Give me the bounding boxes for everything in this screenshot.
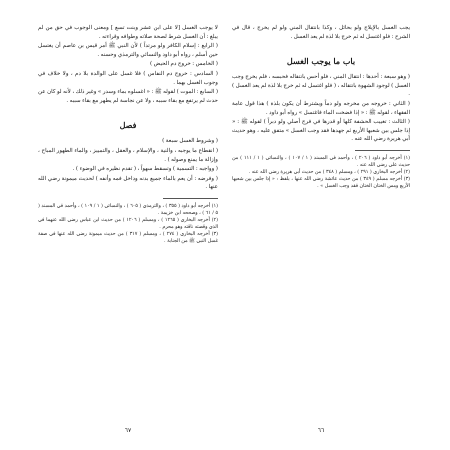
- footnote-divider: [355, 150, 410, 151]
- footnote: (١) أخرجه أبو داود ( ٢٠٦ ) ، وأحمد في المسند ( ١ / ١٠٧ ) ، والنسائي ( ١ / ١١١ ) من حديث علي رضي الله عنه .: [232, 155, 410, 168]
- footnote: (٣) أخرجه مسلم ( ٣٤٩ ) من حديث عائشة رضي الله عنها ، بلفظ : « إذا جلس بين شعبها الأربع ومس الختان الختان فقد وجب الغسل » .: [232, 176, 410, 189]
- page-number: ٦٦: [317, 427, 325, 434]
- page-number: ٦٧: [124, 427, 132, 434]
- body-paragraph: لا يوجب الغسل [لا على ابن عشر وبنت تسع ] ومعنى الوجوب في حق من لم يبلغ : أن الغسل شرط لصحة صلاته وطوافه وقراءته .: [38, 25, 218, 40]
- body-paragraph: يجب الغسل بالإيلاج ولو بحائل ، وكذا بانتقال المني ولو لم يخرج ، قال في الشرح : فلو اغتسل له ثم خرج بلا لذة لم يعد الغسل .: [232, 25, 410, 40]
- body-paragraph: ( الرابع : إسلام الكافر ولو مرتداً ) لأن النبي ﷺ أمر قيس بن عاصم أن يغتسل حين أسلم ، رواه أبو داود والنسائي والترمذي وحسنه .: [38, 43, 218, 58]
- body-paragraph: ( الثاني : خروجه من مخرجه ولو دماً ويشترط أن يكون بلذة ) هذا قول عامة الفقهاء ، لقوله ﷺ : « إذا فضخت الماء فاغتسل » رواه أبو داود .: [232, 100, 410, 116]
- section-paragraph: ( وفرضه : أن يعم بالماء جميع بدنه وداخل فمه وأنفه ) لحديث ميمونة رضي الله عنها .: [38, 175, 218, 191]
- body-paragraph: ( وهو سبعة : أحدها : انتقال المني ، فلو أحس بانتقاله فحبسه ، فلم يخرج وجب الغسل ) لوجود الشهوة بانتقاله ، ( فلو اغتسل له ثم خرج بلا لذة لم يعد الغسل ) .: [232, 74, 410, 98]
- section-paragraph: ( انقطاع ما يوجبه ، والنية ، والإسلام ، والعقل ، والتمييز ، والماء الطهور المباح ، وإزالة ما يمنع وصوله ) .: [38, 147, 218, 163]
- body-paragraph: ( الخامس : خروج دم الحيض ): [149, 61, 218, 68]
- body-paragraph: ( السابع : الموت ) لقوله ﷺ : « اغسلوه بماء وسدر » وغير ذلك ، لأنه لو كان عن حدث لم يرتفع مع بقاء سببه ، ولا عن نجاسة لم يطهر مع بقاء سببه .: [38, 89, 218, 104]
- right-page: [232, 24, 410, 434]
- left-page: [38, 24, 218, 434]
- chapter-title: باب ما يوجب الغسل: [286, 56, 356, 67]
- footnote: (٢) أخرجه البخاري ( ١٢٦٥ ) ، ومسلم ( ١٢٠٦ ) من حديث ابن عباس رضي الله عنهما في الذي وقصته ناقته وهو محرم .: [38, 217, 218, 230]
- body-paragraph: ( السادس : خروج دم النفاس ) فلا غسل على الوالدة بلا دم ، ولا خلاف في وجوب الغسل بهما .: [38, 70, 218, 86]
- section-paragraph: ( وواجبه : التسمية ) وتسقط سهواً ، ( تقدم نظيره في الوضوء ) .: [72, 166, 218, 173]
- section-paragraph: ( وشروط الغسل سبعة ): [162, 138, 218, 145]
- section-title: فصل: [119, 120, 137, 131]
- footnote: (٣) أخرجه البخاري ( ٢٧٤ ) ، ومسلم ( ٣١٧ ) من حديث ميمونة رضي الله عنها في صفة غسل النبي ﷺ من الجنابة .: [38, 231, 218, 244]
- body-paragraph: ( الثالث : تغييب الحشفة كلها أو قدرها في فرج أصلي ولو دبراً ) لقوله ﷺ : « إذا جلس بين شعبها الأربع ثم جهدها فقد وجب الغسل » متفق عليه ، وهو حديث أبي هريرة رضي الله عنه .: [232, 119, 410, 143]
- footnote: (٢) أخرجه البخاري ( ٢٩١ ) ، ومسلم ( ٣٤٨ ) من حديث أبي هريرة رضي الله عنه .: [248, 169, 410, 175]
- footnote: (١) أخرجه أبو داود ( ٣٥٥ ) ، والترمذي ( ٦٠٥ ) ، والنسائي ( ١ / ١٠٩ ) ، وأحمد في المسند ( ٥ / ٦١ ) ، وصححه ابن خزيمة .: [38, 203, 218, 216]
- footnote-divider: [163, 198, 218, 199]
